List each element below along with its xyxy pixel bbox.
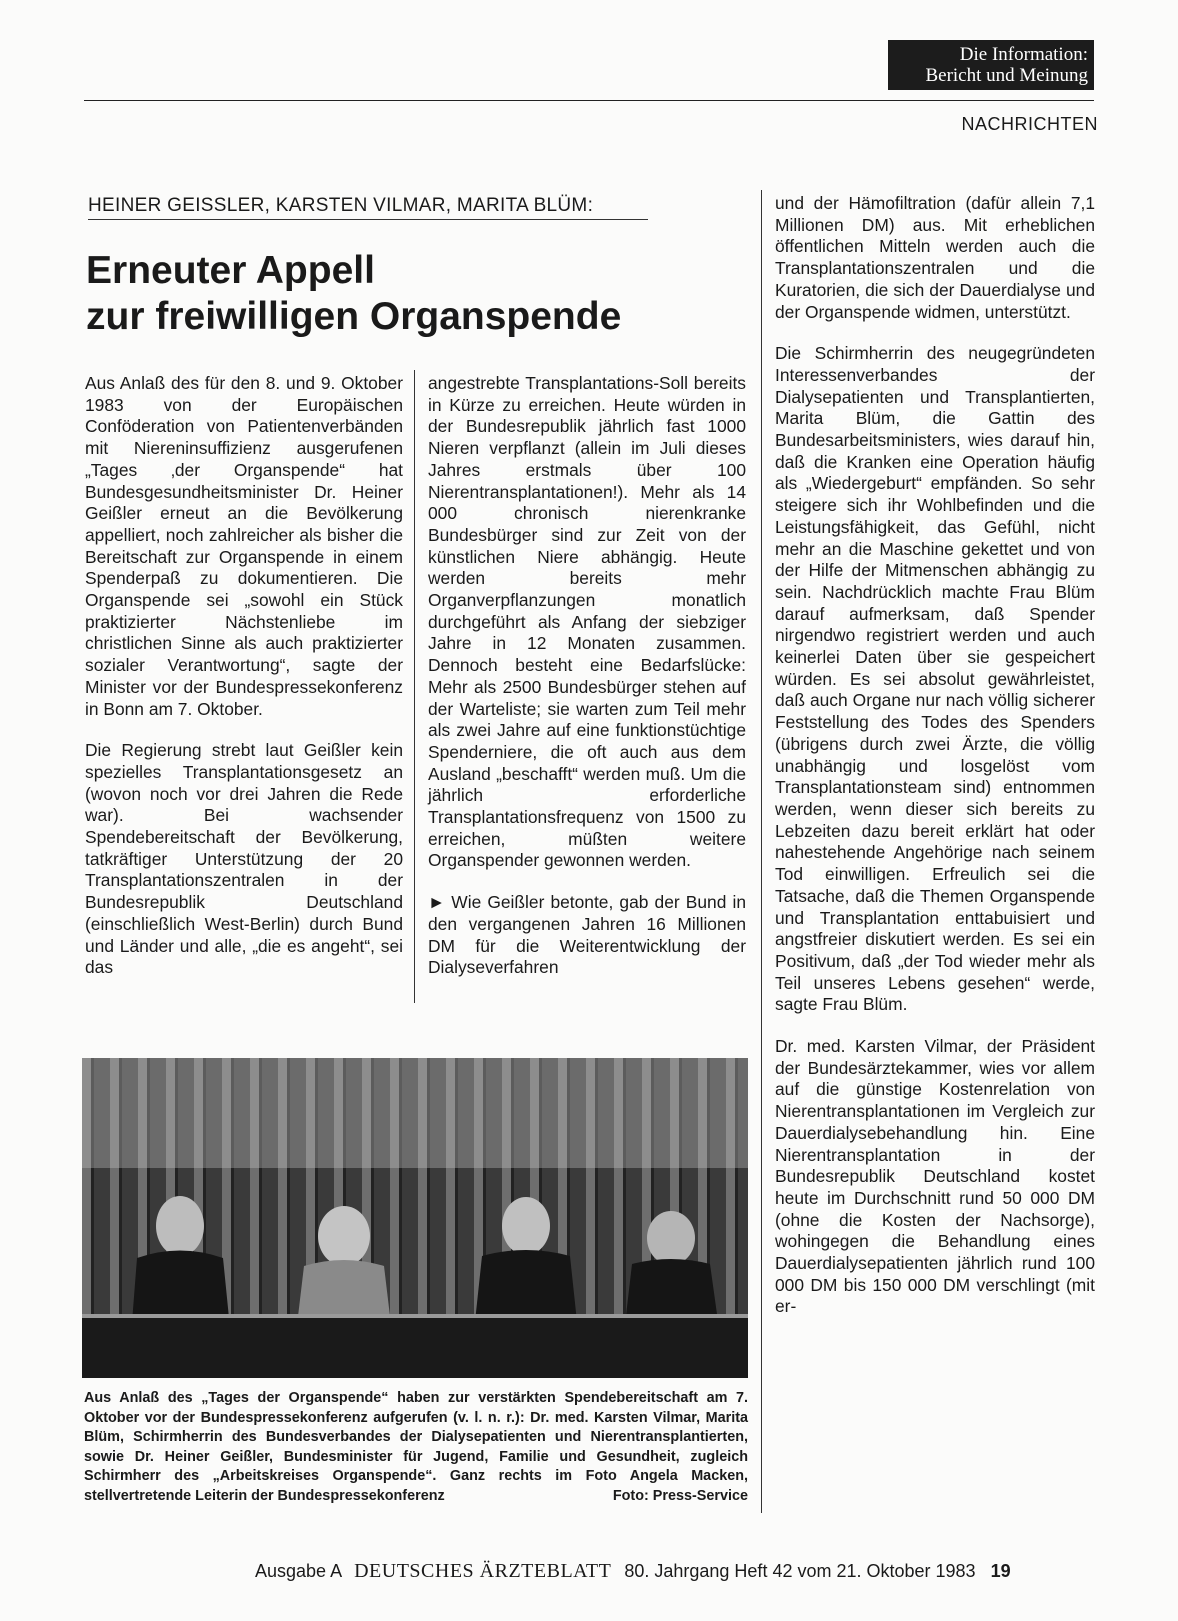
footer-edition: Ausgabe A	[255, 1561, 342, 1581]
paragraph: angestrebte Transplantations-Soll bereits in Kürze zu erreichen. Heute würden in der Bundesrepublik jährlich fast 1000 Nieren verpflanzt (allein im Juli dieses Jahres erstmals über 100 Nierentransplantationen!). Mehr als 14 000 chronisch nierenkranke Bundesbürger sind zur Zeit von der künstlichen Niere abhängig. Heute werden bereits mehr Organverpflanzungen monatlich durchgeführt als Anfang der siebziger Jahre in 12 Monaten zusammen. Dennoch besteht eine Bedarfslücke: Mehr als 2500 Bundesbürger stehen auf der Warteliste; sie warten zum Teil mehr als zwei Jahre auf eine funktionstüchtige Spenderniere, die oft auch aus dem Ausland „beschafft“ werden muß. Um die jährlich erforderliche Transplantationsfrequenz von 1500 zu erreichen, müßten weitere Organspender gewonnen werden.	[428, 373, 746, 871]
page-footer	[255, 1560, 1011, 1583]
section-badge	[888, 40, 1094, 90]
column-divider	[761, 190, 762, 1513]
article-kicker: HEINER GEISSLER, KARSTEN VILMAR, MARITA BLÜM:	[88, 195, 648, 220]
photo-caption	[84, 1389, 748, 1507]
paragraph: ► Wie Geißler betonte, gab der Bund in den vergangenen Jahren 16 Millionen DM für die Weiterentwicklung der Dialyseverfahren	[428, 892, 746, 978]
caption-text: Aus Anlaß des „Tages der Organspende“ haben zur verstärkten Spendebereitschaft am 7. Oktober vor der Bundespressekonferenz aufgerufen (v. l. n. r.): Dr. med. Karsten Vilmar, Marita Blüm, Schirmherrin des Bundesverbandes der Dialysepatienten und Nierentransplantierten, sowie Dr. Heiner Geißler, Bundesminister für Jugend, Familie und Gesundheit, zugleich Schirmherr des „Arbeitskreises Organspende“. Ganz rechts im Foto Angela Macken, stellvertretende Leiterin der Bundespressekonferenz	[84, 1390, 748, 1504]
paragraph: Dr. med. Karsten Vilmar, der Präsident der Bundesärztekammer, wies vor allem auf die günstige Kostenrelation von Nierentransplantationen im Vergleich zur Dauerdialysebehandlung hin. Eine Nierentransplantation in der Bundesrepublik Deutschland kostet heute im Durchschnitt rund 50 000 DM (ohne die Kosten der Nachsorge), wohingegen die Behandlung eines Dauerdialysepatienten jährlich rund 100 000 DM bis 150 000 DM verschlingt (mit er-	[775, 1036, 1095, 1317]
headline-line-2: zur freiwilligen Organspende	[86, 295, 622, 338]
badge-line-2: Bericht und Meinung	[925, 65, 1088, 86]
footer-magazine: DEUTSCHES ÄRZTEBLATT	[354, 1560, 612, 1582]
paragraph: Aus Anlaß des für den 8. und 9. Oktober 1983 von der Europäischen Conföderation von Patientenverbänden mit Niereninsuffizienz ausgerufenen „Tages ‚der Organspende“ hat Bundesgesundheitsminister Dr. Heiner Geißler erneut an die Bevölkerung appelliert, noch zahlreicher als bisher die Bereitschaft zur Organspende in einem Spenderpaß zu dokumentieren. Die Organspende sei „sowohl ein Stück praktizierter Nächstenliebe im christlichen Sinne als auch praktizierter sozialer Verantwortung“, sagte der Minister vor der Bundespressekonferenz in Bonn am 7. Oktober.	[85, 373, 403, 719]
paragraph: Die Schirmherrin des neugegründeten Interessenverbandes der Dialysepatienten und Transplantierten, Marita Blüm, die Gattin des Bundesarbeitsministers, wies darauf hin, daß die Kranken eine Operation häufig als „Wiedergeburt“ empfänden. So sehr steigere sich ihr Wohlbefinden und die Leistungsfähigkeit, das Gefühl, nicht mehr an die Maschine gekettet und von der Hilfe der Mitmenschen abhängig zu sein. Nachdrücklich machte Frau Blüm darauf aufmerksam, daß Spender nirgendwo registriert werden und auch keinerlei Daten über sie gespeichert würden. Es sei absolut gewährleistet, daß auch Organe nur nach völlig sicherer Feststellung des Todes des Spenders (übrigens durch zwei Ärzte, die völlig unabhängig und losgelöst vom Transplantationsteam sind) entnommen werden, wenn dieser sich bereits zu Lebzeiten dazu bereit erklärt hat oder nahestehende Angehörige nach seinem Tod einwilligen. Erfreulich sei die Tatsache, daß die Themen Organspende und Transplantation enttabuisiert und angstfreier diskutiert werden. Es sei ein Positivum, daß „der Tod wieder mehr als Teil unseres Lebens gesehen“ werde, sagte Frau Blüm.	[775, 343, 1095, 1015]
paragraph: und der Hämofiltration (dafür allein 7,1 Millionen DM) aus. Mit erheblichen öffentlichen Mitteln werden auch die Transplantationszentralen und die Kuratorien, die sich der Dauerdialyse und der Organspende widmen, unterstützt.	[775, 193, 1095, 322]
page-number: 19	[990, 1561, 1011, 1581]
article-headline	[86, 248, 706, 340]
press-conference-photo	[82, 1058, 748, 1378]
header-rule	[84, 100, 1094, 101]
photo-illustration	[82, 1058, 748, 1378]
text-column-2	[428, 373, 746, 999]
text-column-1	[85, 373, 403, 999]
photo-credit: Foto: Press-Service	[612, 1487, 748, 1504]
footer-issue: 80. Jahrgang Heft 42 vom 21. Oktober 1983	[624, 1561, 976, 1581]
column-divider	[414, 370, 415, 1003]
text-column-3	[775, 193, 1095, 1338]
section-label: NACHRICHTEN	[961, 114, 1098, 134]
headline-line-1: Erneuter Appell	[86, 249, 375, 292]
paragraph: Die Regierung strebt laut Geißler kein spezielles Transplantationsgesetz an (wovon noch vor drei Jahren die Rede war). Bei wachsender Spendebereitschaft der Bevölkerung, tatkräftiger Unterstützung der 20 Transplantationszentralen in der Bundesrepublik Deutschland (einschließlich West-Berlin) durch Bund und Länder und alle, „die es angeht“, sei das	[85, 740, 403, 978]
badge-line-1: Die Information:	[959, 44, 1088, 65]
